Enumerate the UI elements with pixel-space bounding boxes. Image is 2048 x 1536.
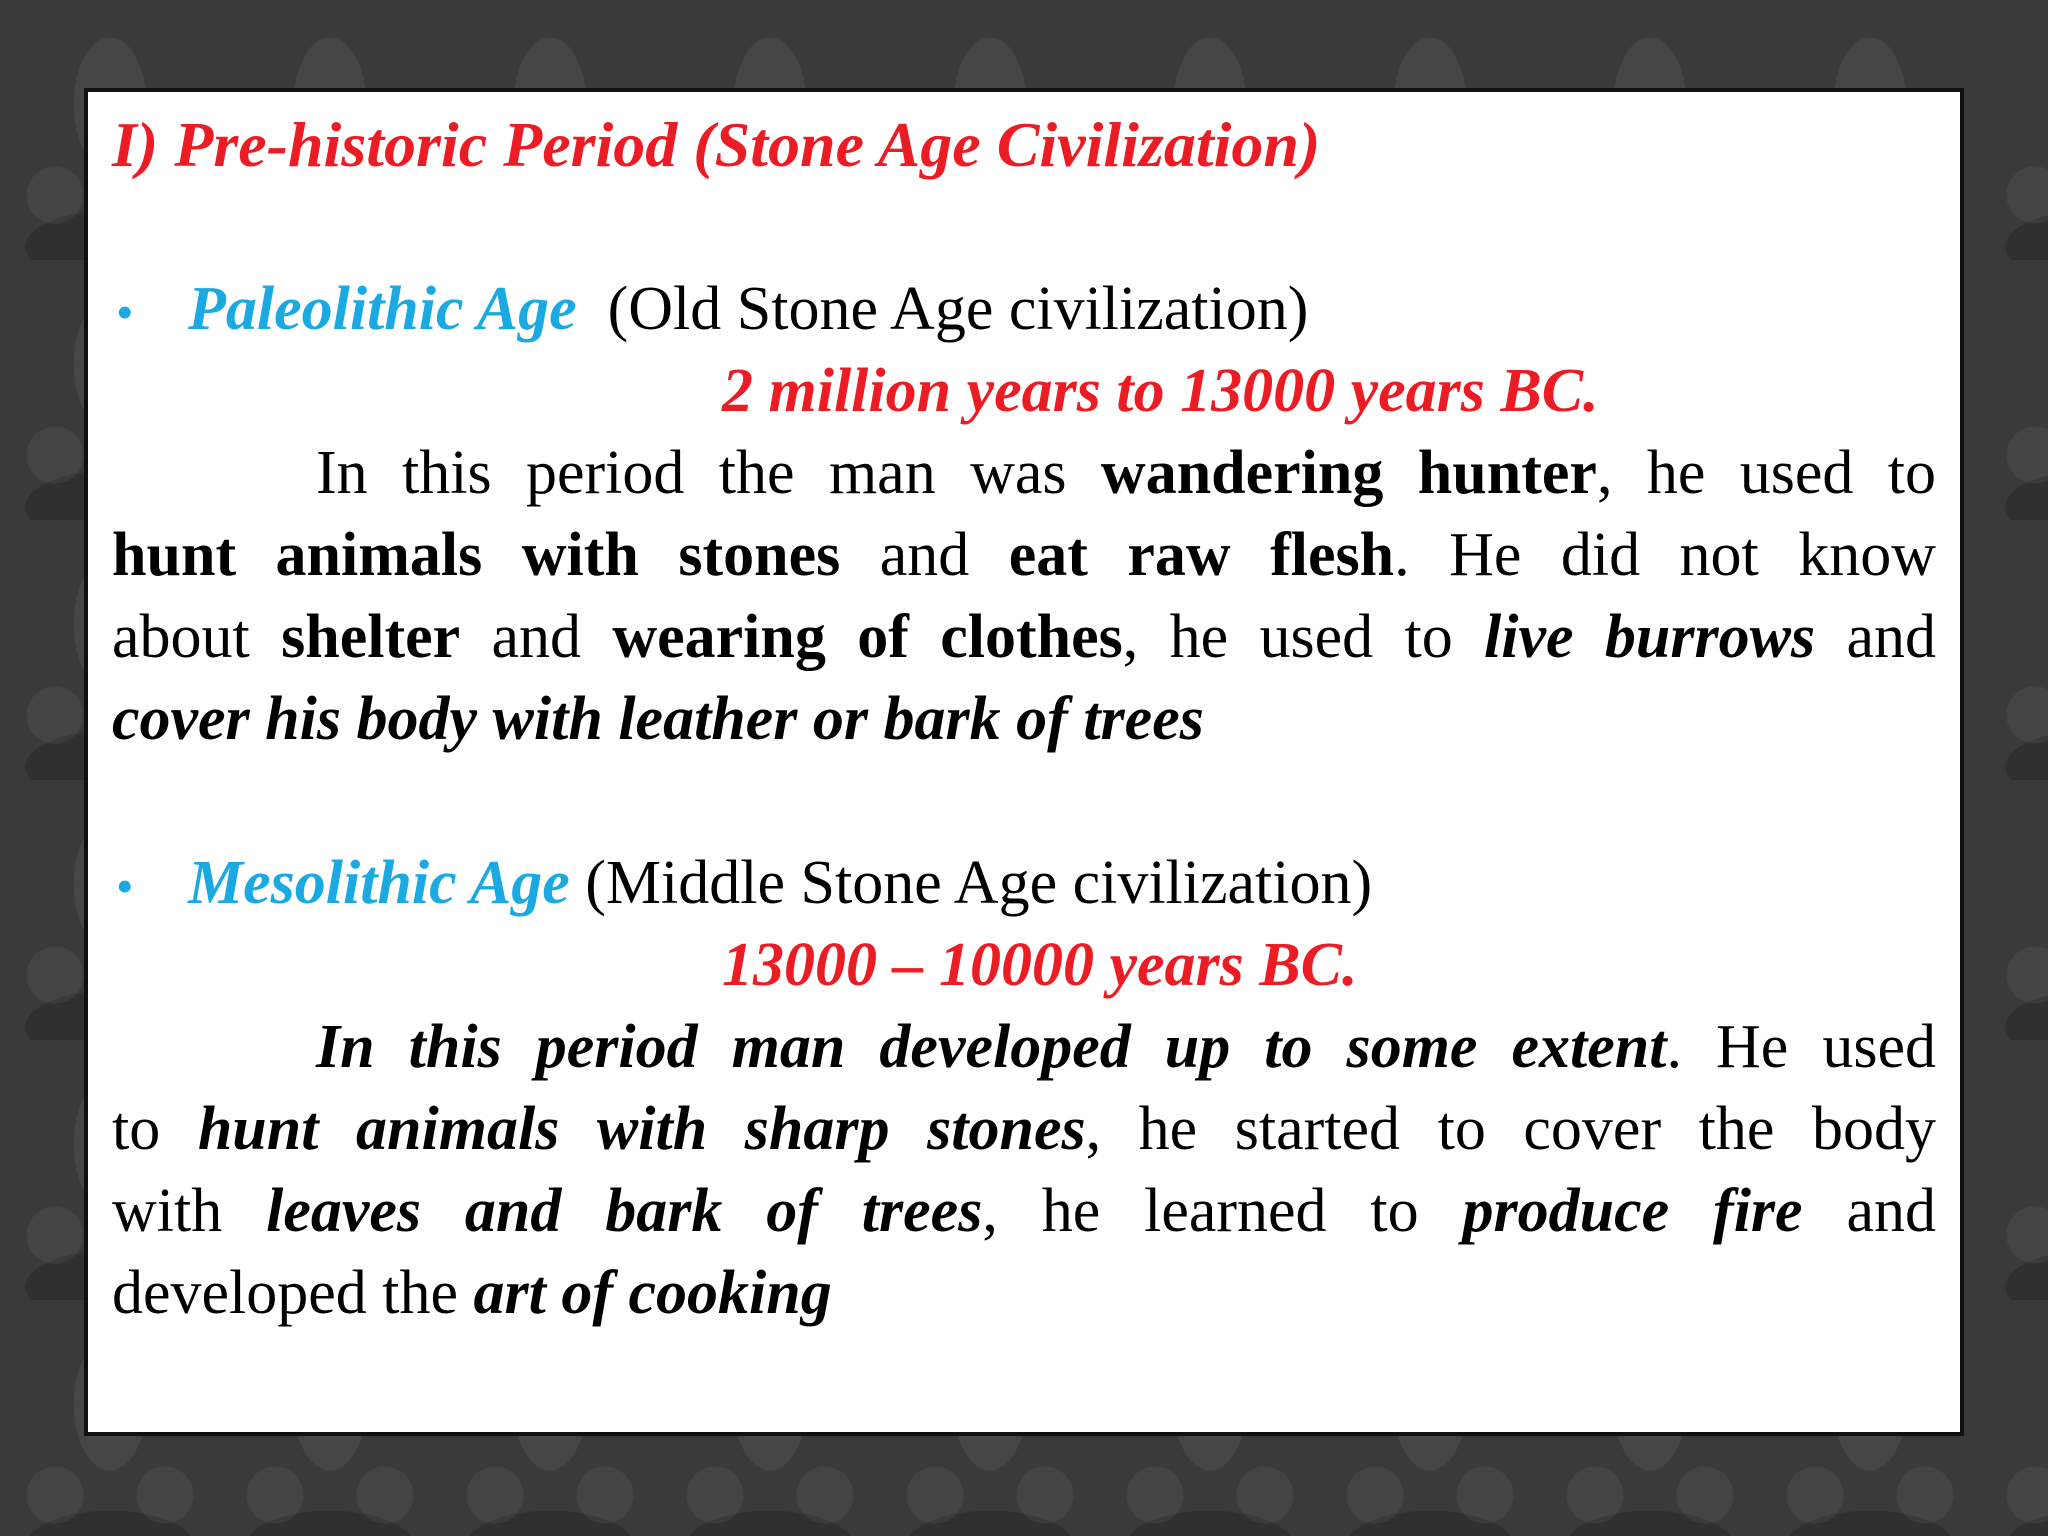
text-fragment: and (1802, 1177, 1936, 1245)
mesolithic-title: Mesolithic Age (188, 849, 570, 917)
mesolithic-subtitle: (Middle Stone Age civilization) (585, 849, 1373, 917)
slide-title: I) Pre-historic Period (Stone Age Civilization) (112, 109, 1321, 180)
bullet-icon: • (116, 858, 134, 914)
mesolithic-text-line (112, 1006, 1936, 1088)
text-fragment: . He used (1666, 1013, 1936, 1081)
paleolithic-title: Paleolithic Age (188, 275, 577, 343)
text-fragment: wandering hunter (1100, 439, 1597, 507)
text-fragment: art of cooking (473, 1259, 832, 1327)
text-fragment: . He did not know (1394, 521, 1936, 589)
text-fragment: , he learned to (982, 1177, 1463, 1245)
text-fragment: wearing of clothes (612, 603, 1123, 671)
text-fragment: In this period man developed up to some extent (316, 1013, 1667, 1081)
paleolithic-text-line (112, 432, 1936, 514)
text-fragment: hunt animals with sharp stones (197, 1095, 1086, 1163)
paleolithic-text-line (112, 596, 1936, 678)
text-fragment: about (112, 603, 282, 671)
mesolithic-heading (112, 842, 1936, 927)
text-fragment: In this period the man was (316, 439, 1101, 507)
paleolithic-dates: 2 million years to 13000 years BC. (722, 357, 1599, 425)
text-fragment: and (460, 603, 613, 671)
text-fragment: , he used to (1596, 439, 1937, 507)
text-fragment: with (112, 1177, 267, 1245)
text-fragment: cover his body with leather or bark of trees (112, 685, 1204, 753)
text-fragment: , he started to cover the body (1085, 1095, 1936, 1163)
mesolithic-text-line (112, 1170, 1936, 1252)
mesolithic-dates: 13000 – 10000 years BC. (722, 931, 1358, 999)
paleolithic-text-line (112, 678, 1936, 760)
text-fragment: eat raw flesh (1008, 521, 1395, 589)
paleolithic-subtitle: (Old Stone Age civilization) (607, 275, 1309, 343)
paleolithic-heading (112, 268, 1936, 353)
text-fragment: , he used to (1122, 603, 1485, 671)
paleolithic-text-line (112, 514, 1936, 596)
text-fragment: to (112, 1095, 198, 1163)
text-fragment: and (840, 521, 1009, 589)
text-fragment: leaves and bark of trees (266, 1177, 983, 1245)
text-fragment: produce fire (1462, 1177, 1803, 1245)
text-fragment: and (1815, 603, 1936, 671)
slide-content-panel (84, 88, 1964, 1436)
mesolithic-text-line (112, 1252, 1936, 1334)
mesolithic-text-line (112, 1088, 1936, 1170)
text-fragment: live burrows (1484, 603, 1816, 671)
text-fragment: developed the (112, 1259, 474, 1327)
bullet-icon: • (116, 284, 134, 340)
text-fragment: hunt animals with stones (112, 521, 841, 589)
text-fragment: shelter (281, 603, 461, 671)
